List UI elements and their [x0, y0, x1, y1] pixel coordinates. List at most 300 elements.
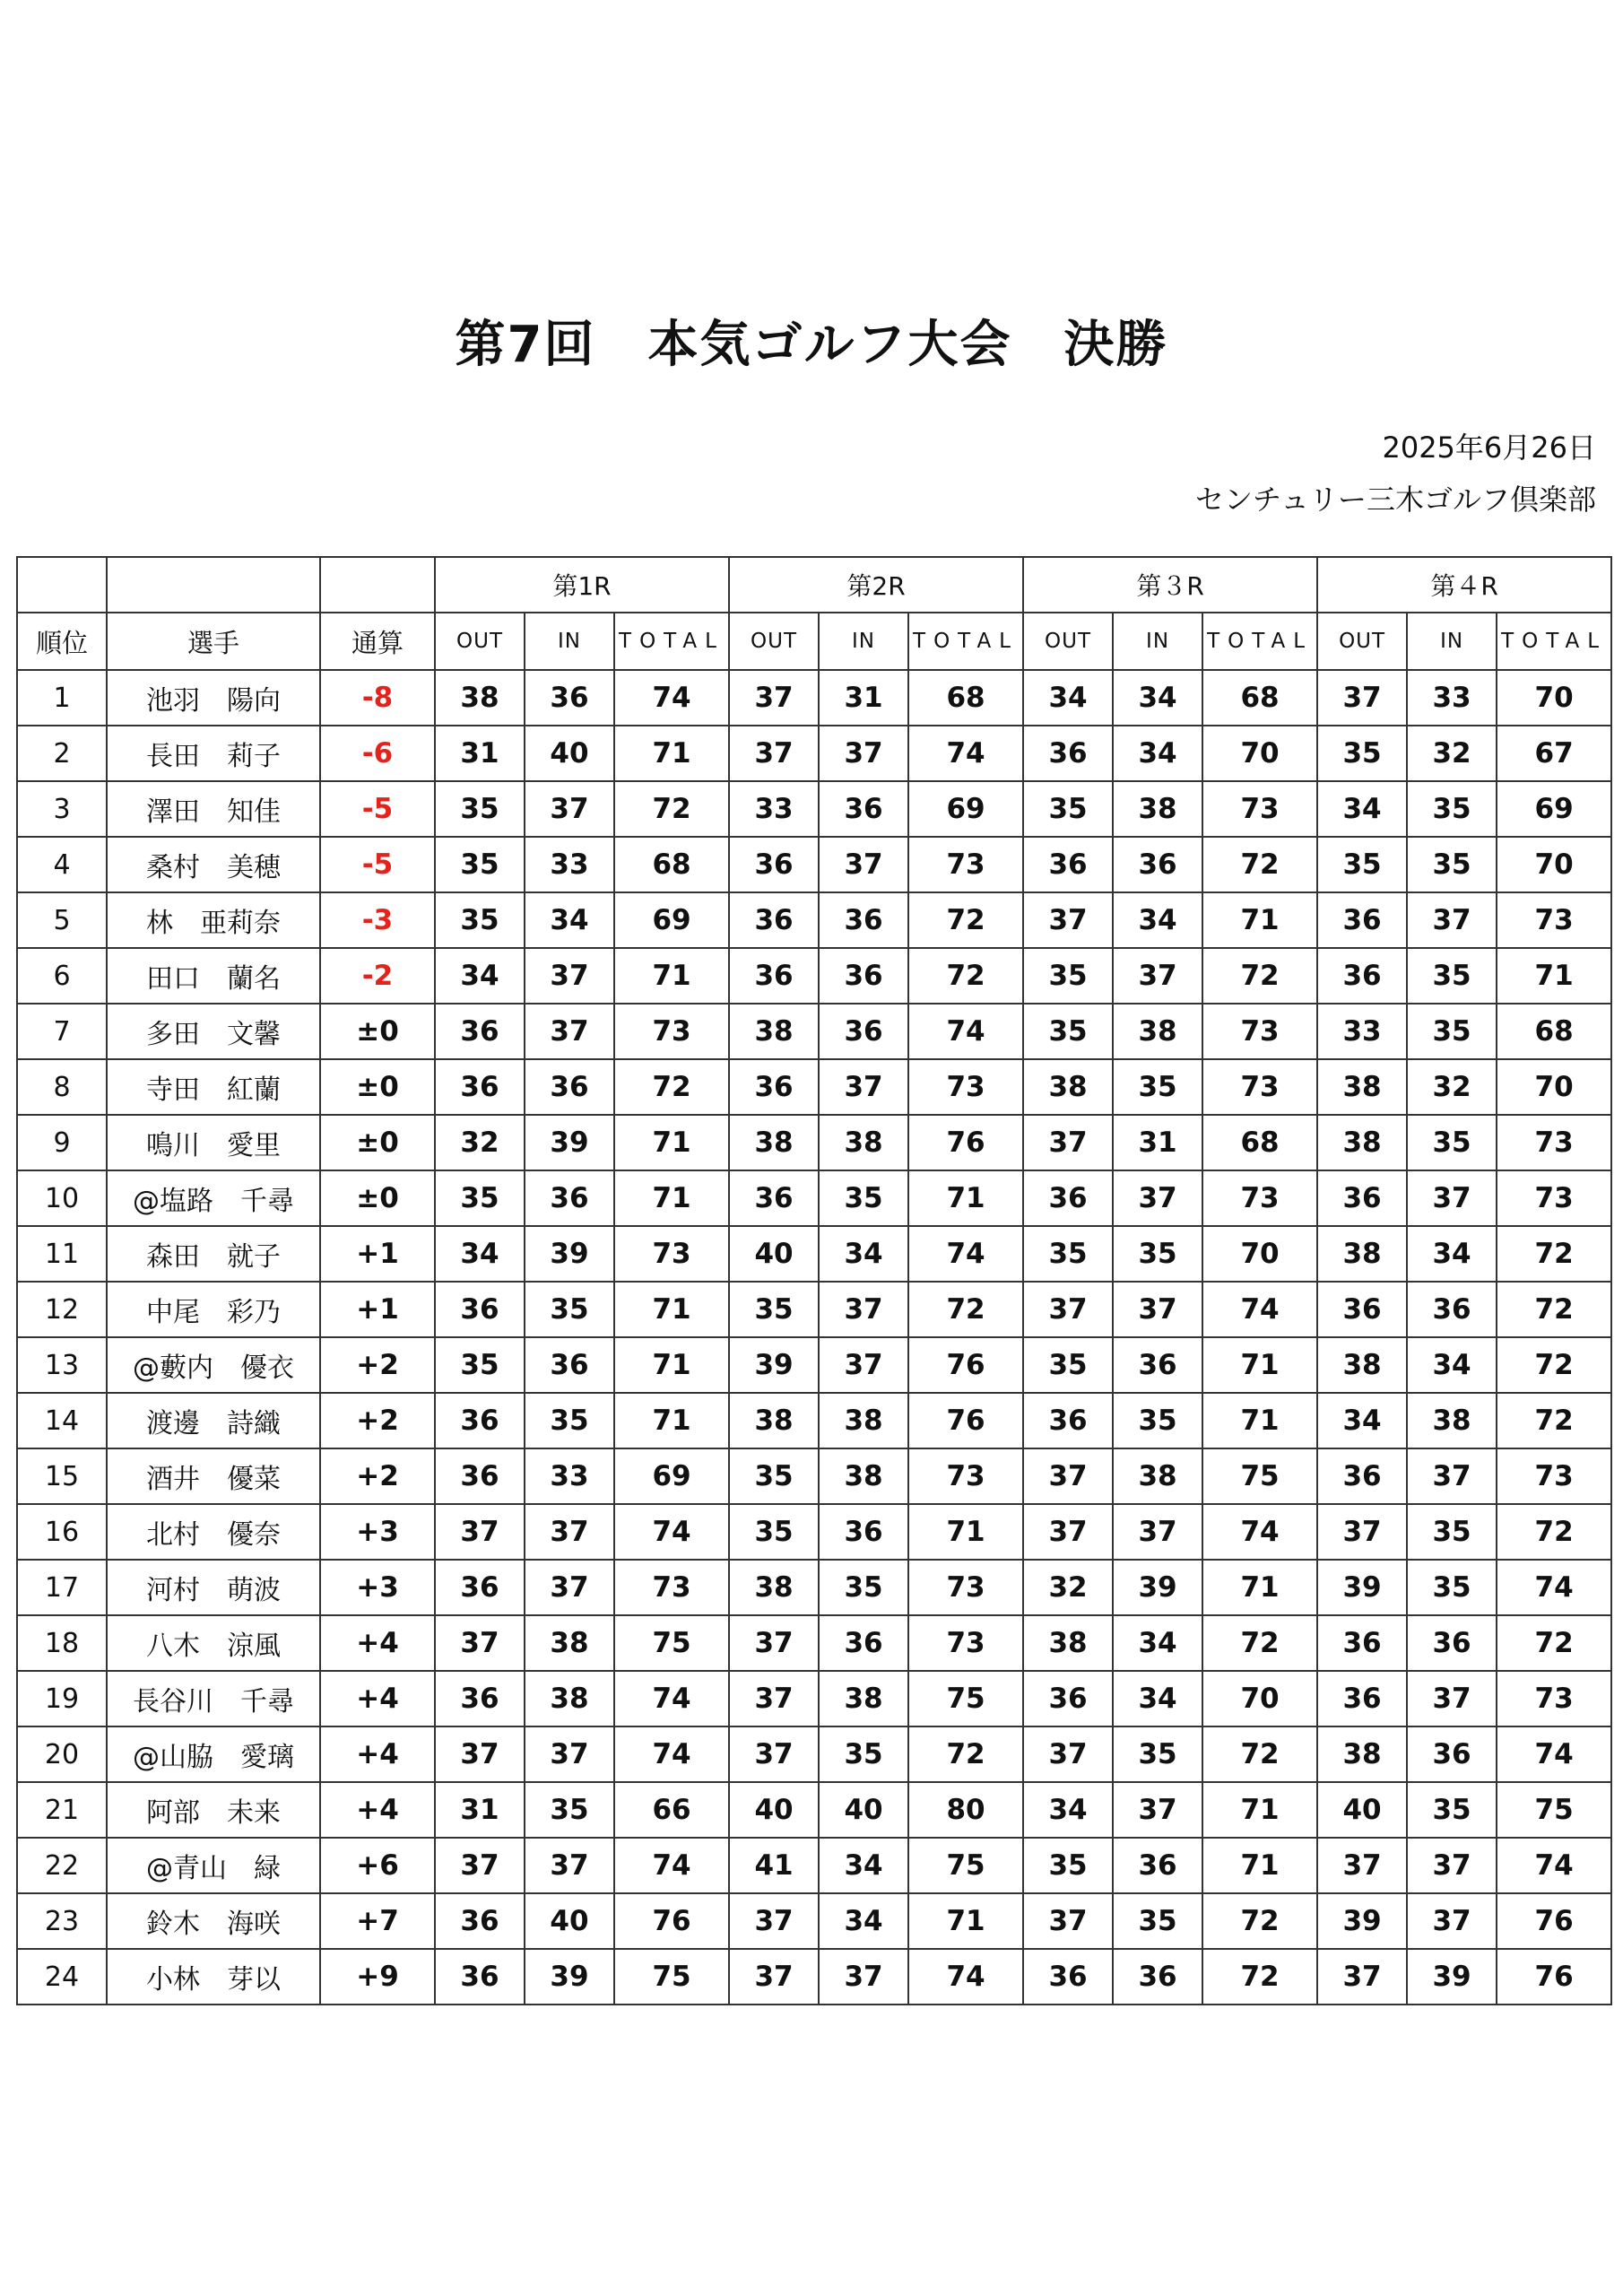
- round-total-cell: 73: [1497, 1671, 1611, 1726]
- out-score-cell: 35: [1023, 781, 1113, 837]
- in-score-cell: 35: [525, 1782, 614, 1838]
- in-header: IN: [525, 613, 614, 670]
- round-total-cell: 73: [1497, 892, 1611, 948]
- round-total-cell: 71: [614, 726, 729, 781]
- round-total-cell: 73: [1497, 1115, 1611, 1170]
- out-score-cell: 37: [1317, 1949, 1407, 2005]
- in-score-cell: 37: [525, 1504, 614, 1560]
- in-score-cell: 37: [819, 1949, 908, 2005]
- round-total-cell: 73: [1497, 1170, 1611, 1226]
- round-total-cell: 71: [1202, 1337, 1317, 1393]
- in-score-cell: 35: [525, 1282, 614, 1337]
- out-score-cell: 40: [729, 1782, 819, 1838]
- page-title: 第7回 本気ゴルフ大会 決勝: [455, 316, 1168, 374]
- in-score-cell: 37: [525, 1004, 614, 1059]
- table-row: [17, 1838, 1611, 1893]
- out-score-cell: 34: [1317, 1393, 1407, 1448]
- rank-cell: 24: [17, 1949, 107, 2005]
- in-score-cell: 37: [819, 837, 908, 892]
- round-total-cell: 68: [1497, 1004, 1611, 1059]
- out-score-cell: 38: [1317, 1115, 1407, 1170]
- total-score-cell: +3: [320, 1504, 435, 1560]
- rank-cell: 15: [17, 1448, 107, 1504]
- table-row: [17, 726, 1611, 781]
- player-name-cell: 八木 涼風: [107, 1615, 320, 1671]
- in-score-cell: 35: [1113, 1726, 1202, 1782]
- in-score-cell: 35: [1407, 948, 1497, 1004]
- out-score-cell: 36: [1317, 892, 1407, 948]
- round-total-cell: 73: [908, 837, 1023, 892]
- in-score-cell: 37: [525, 1838, 614, 1893]
- table-row: [17, 1115, 1611, 1170]
- rank-header: 順位: [17, 613, 107, 670]
- in-score-cell: 37: [1113, 1504, 1202, 1560]
- rank-cell: 13: [17, 1337, 107, 1393]
- table-row: [17, 1337, 1611, 1393]
- in-score-cell: 39: [525, 1949, 614, 2005]
- out-score-cell: 37: [1317, 670, 1407, 726]
- in-score-cell: 38: [1113, 1004, 1202, 1059]
- out-score-cell: 35: [1023, 1004, 1113, 1059]
- round-total-cell: 69: [614, 892, 729, 948]
- out-score-cell: 35: [729, 1504, 819, 1560]
- rank-cell: 10: [17, 1170, 107, 1226]
- round-total-header: TOTAL: [1497, 613, 1611, 670]
- out-score-cell: 35: [729, 1282, 819, 1337]
- round-total-cell: 75: [908, 1838, 1023, 1893]
- out-score-cell: 37: [1023, 892, 1113, 948]
- results-body: [17, 670, 1611, 2005]
- in-score-cell: 39: [1113, 1560, 1202, 1615]
- total-score-cell: +9: [320, 1949, 435, 2005]
- out-score-cell: 38: [1317, 1726, 1407, 1782]
- total-score-cell: +2: [320, 1393, 435, 1448]
- table-row: [17, 1615, 1611, 1671]
- in-score-cell: 37: [1407, 1671, 1497, 1726]
- round-total-cell: 72: [1202, 948, 1317, 1004]
- out-header: OUT: [1023, 613, 1113, 670]
- round-total-cell: 72: [1497, 1226, 1611, 1282]
- out-score-cell: 38: [729, 1115, 819, 1170]
- out-score-cell: 37: [1023, 1893, 1113, 1949]
- round-total-cell: 71: [614, 1337, 729, 1393]
- out-score-cell: 36: [1317, 1170, 1407, 1226]
- player-name-cell: 多田 文馨: [107, 1004, 320, 1059]
- total-score-cell: +2: [320, 1337, 435, 1393]
- in-score-cell: 37: [1407, 1170, 1497, 1226]
- in-score-cell: 34: [1113, 1615, 1202, 1671]
- round-total-cell: 69: [1497, 781, 1611, 837]
- player-name-cell: 鈴木 海咲: [107, 1893, 320, 1949]
- in-score-cell: 37: [525, 948, 614, 1004]
- round-total-cell: 71: [1202, 1782, 1317, 1838]
- in-score-cell: 40: [819, 1782, 908, 1838]
- in-score-cell: 36: [819, 781, 908, 837]
- round-total-cell: 68: [614, 837, 729, 892]
- round-total-cell: 71: [908, 1170, 1023, 1226]
- round-total-cell: 72: [614, 781, 729, 837]
- in-score-cell: 34: [1407, 1226, 1497, 1282]
- out-score-cell: 36: [435, 1560, 525, 1615]
- out-score-cell: 35: [1023, 948, 1113, 1004]
- round-header-row: [17, 557, 1611, 613]
- round-total-cell: 74: [614, 1726, 729, 1782]
- blank-header-cell: [107, 557, 320, 613]
- out-score-cell: 36: [1023, 837, 1113, 892]
- player-name-cell: 池羽 陽向: [107, 670, 320, 726]
- rank-cell: 11: [17, 1226, 107, 1282]
- total-score-cell: -5: [320, 837, 435, 892]
- round-total-cell: 73: [1202, 1004, 1317, 1059]
- in-score-cell: 36: [525, 1059, 614, 1115]
- table-row: [17, 1448, 1611, 1504]
- round-total-cell: 73: [614, 1004, 729, 1059]
- rank-cell: 6: [17, 948, 107, 1004]
- round-total-cell: 73: [908, 1615, 1023, 1671]
- in-score-cell: 36: [1113, 1337, 1202, 1393]
- out-header: OUT: [1317, 613, 1407, 670]
- round-total-cell: 68: [908, 670, 1023, 726]
- round-total-cell: 69: [614, 1448, 729, 1504]
- in-score-cell: 32: [1407, 1059, 1497, 1115]
- rank-cell: 20: [17, 1726, 107, 1782]
- table-row: [17, 1782, 1611, 1838]
- round-total-cell: 72: [1202, 1726, 1317, 1782]
- out-score-cell: 35: [435, 781, 525, 837]
- in-score-cell: 37: [1407, 892, 1497, 948]
- out-score-cell: 40: [729, 1226, 819, 1282]
- out-score-cell: 31: [435, 726, 525, 781]
- round-total-cell: 73: [1202, 1059, 1317, 1115]
- round-total-header: TOTAL: [614, 613, 729, 670]
- table-row: [17, 1282, 1611, 1337]
- out-score-cell: 36: [1023, 1170, 1113, 1226]
- in-score-cell: 36: [819, 1504, 908, 1560]
- round-total-header: TOTAL: [908, 613, 1023, 670]
- in-score-cell: 35: [1113, 1059, 1202, 1115]
- out-score-cell: 36: [1317, 1282, 1407, 1337]
- in-score-cell: 36: [1113, 1949, 1202, 2005]
- round-total-cell: 80: [908, 1782, 1023, 1838]
- player-name-cell: 澤田 知佳: [107, 781, 320, 837]
- in-score-cell: 39: [525, 1115, 614, 1170]
- round-total-cell: 76: [1497, 1893, 1611, 1949]
- rank-cell: 19: [17, 1671, 107, 1726]
- rank-cell: 17: [17, 1560, 107, 1615]
- out-score-cell: 36: [729, 837, 819, 892]
- in-score-cell: 37: [525, 1560, 614, 1615]
- rank-cell: 21: [17, 1782, 107, 1838]
- rank-cell: 23: [17, 1893, 107, 1949]
- round-total-cell: 72: [1497, 1393, 1611, 1448]
- total-score-cell: ±0: [320, 1115, 435, 1170]
- out-score-cell: 34: [1317, 781, 1407, 837]
- in-score-cell: 37: [819, 1059, 908, 1115]
- table-row: [17, 1560, 1611, 1615]
- in-score-cell: 35: [819, 1726, 908, 1782]
- in-score-cell: 34: [819, 1838, 908, 1893]
- player-name-cell: 阿部 未来: [107, 1782, 320, 1838]
- in-score-cell: 38: [525, 1615, 614, 1671]
- out-score-cell: 35: [1317, 837, 1407, 892]
- table-row: [17, 1671, 1611, 1726]
- round-header: 第1R: [435, 557, 729, 613]
- round-total-cell: 68: [1202, 670, 1317, 726]
- in-score-cell: 34: [819, 1893, 908, 1949]
- blank-header-cell: [17, 557, 107, 613]
- round-total-cell: 75: [614, 1949, 729, 2005]
- out-score-cell: 35: [1023, 1838, 1113, 1893]
- in-score-cell: 35: [1113, 1393, 1202, 1448]
- out-score-cell: 35: [435, 1337, 525, 1393]
- player-name-cell: @藪内 優衣: [107, 1337, 320, 1393]
- out-score-cell: 37: [729, 670, 819, 726]
- out-score-cell: 38: [435, 670, 525, 726]
- in-score-cell: 36: [819, 1615, 908, 1671]
- out-score-cell: 35: [1317, 726, 1407, 781]
- in-score-cell: 35: [1113, 1226, 1202, 1282]
- out-score-cell: 38: [1317, 1337, 1407, 1393]
- out-score-cell: 36: [1023, 1949, 1113, 2005]
- round-total-cell: 75: [1497, 1782, 1611, 1838]
- total-score-cell: -2: [320, 948, 435, 1004]
- out-score-cell: 36: [435, 1059, 525, 1115]
- player-name-cell: @塩路 千尋: [107, 1170, 320, 1226]
- player-name-cell: 小林 芽以: [107, 1949, 320, 2005]
- in-score-cell: 38: [1113, 781, 1202, 837]
- rank-cell: 14: [17, 1393, 107, 1448]
- in-score-cell: 38: [819, 1671, 908, 1726]
- player-name-cell: 森田 就子: [107, 1226, 320, 1282]
- out-score-cell: 35: [729, 1448, 819, 1504]
- table-row: [17, 670, 1611, 726]
- out-score-cell: 34: [435, 1226, 525, 1282]
- out-score-cell: 38: [1317, 1226, 1407, 1282]
- total-score-cell: +4: [320, 1782, 435, 1838]
- round-total-cell: 70: [1497, 837, 1611, 892]
- in-score-cell: 39: [1407, 1949, 1497, 2005]
- round-total-cell: 74: [614, 670, 729, 726]
- in-score-cell: 37: [525, 781, 614, 837]
- round-total-cell: 75: [614, 1615, 729, 1671]
- round-total-cell: 74: [1202, 1282, 1317, 1337]
- out-score-cell: 37: [1317, 1838, 1407, 1893]
- round-total-cell: 71: [614, 948, 729, 1004]
- out-score-cell: 37: [729, 726, 819, 781]
- in-score-cell: 35: [1407, 1115, 1497, 1170]
- out-score-cell: 36: [1317, 1615, 1407, 1671]
- in-score-cell: 34: [1113, 726, 1202, 781]
- round-total-cell: 74: [614, 1838, 729, 1893]
- in-header: IN: [819, 613, 908, 670]
- in-score-cell: 37: [1407, 1838, 1497, 1893]
- in-score-cell: 35: [1407, 1504, 1497, 1560]
- round-total-cell: 73: [1497, 1448, 1611, 1504]
- in-score-cell: 37: [1113, 948, 1202, 1004]
- player-name-cell: 田口 蘭名: [107, 948, 320, 1004]
- blank-header-cell: [320, 557, 435, 613]
- table-row: [17, 1893, 1611, 1949]
- out-score-cell: 37: [1023, 1282, 1113, 1337]
- player-header: 選手: [107, 613, 320, 670]
- in-score-cell: 35: [819, 1560, 908, 1615]
- in-score-cell: 33: [1407, 670, 1497, 726]
- total-score-cell: +4: [320, 1671, 435, 1726]
- in-score-cell: 40: [525, 726, 614, 781]
- rank-cell: 22: [17, 1838, 107, 1893]
- in-score-cell: 36: [819, 892, 908, 948]
- round-total-cell: 73: [908, 1059, 1023, 1115]
- total-score-cell: ±0: [320, 1059, 435, 1115]
- round-total-cell: 73: [908, 1448, 1023, 1504]
- out-score-cell: 37: [1023, 1726, 1113, 1782]
- round-total-cell: 71: [908, 1893, 1023, 1949]
- round-total-cell: 75: [1202, 1448, 1317, 1504]
- rank-cell: 16: [17, 1504, 107, 1560]
- in-score-cell: 38: [819, 1393, 908, 1448]
- round-total-cell: 72: [1202, 1949, 1317, 2005]
- out-score-cell: 38: [729, 1393, 819, 1448]
- round-total-cell: 75: [908, 1671, 1023, 1726]
- out-score-cell: 37: [435, 1838, 525, 1893]
- round-total-cell: 72: [908, 948, 1023, 1004]
- round-total-cell: 73: [614, 1226, 729, 1282]
- in-score-cell: 36: [1407, 1282, 1497, 1337]
- out-score-cell: 38: [1023, 1615, 1113, 1671]
- player-name-cell: 北村 優奈: [107, 1504, 320, 1560]
- in-score-cell: 37: [1113, 1782, 1202, 1838]
- round-total-cell: 76: [908, 1337, 1023, 1393]
- round-total-cell: 71: [1202, 1393, 1317, 1448]
- out-score-cell: 36: [729, 892, 819, 948]
- round-total-cell: 72: [614, 1059, 729, 1115]
- table-row: [17, 892, 1611, 948]
- out-score-cell: 33: [1317, 1004, 1407, 1059]
- out-score-cell: 37: [1023, 1448, 1113, 1504]
- round-total-cell: 74: [614, 1671, 729, 1726]
- total-score-cell: +6: [320, 1838, 435, 1893]
- round-total-cell: 72: [1202, 1893, 1317, 1949]
- out-score-cell: 37: [1023, 1504, 1113, 1560]
- player-name-cell: 長田 莉子: [107, 726, 320, 781]
- in-score-cell: 34: [1113, 670, 1202, 726]
- total-score-cell: +1: [320, 1282, 435, 1337]
- in-header: IN: [1407, 613, 1497, 670]
- in-score-cell: 34: [819, 1226, 908, 1282]
- in-score-cell: 35: [1407, 1560, 1497, 1615]
- rank-cell: 3: [17, 781, 107, 837]
- in-score-cell: 38: [1407, 1393, 1497, 1448]
- in-score-cell: 37: [819, 726, 908, 781]
- out-score-cell: 32: [435, 1115, 525, 1170]
- in-score-cell: 33: [525, 837, 614, 892]
- in-score-cell: 35: [1407, 837, 1497, 892]
- in-score-cell: 37: [1113, 1282, 1202, 1337]
- total-score-cell: -8: [320, 670, 435, 726]
- total-score-cell: ±0: [320, 1004, 435, 1059]
- table-row: [17, 781, 1611, 837]
- in-score-cell: 37: [819, 1282, 908, 1337]
- round-total-cell: 71: [614, 1115, 729, 1170]
- in-score-cell: 36: [525, 670, 614, 726]
- out-score-cell: 34: [1023, 670, 1113, 726]
- in-score-cell: 37: [1113, 1170, 1202, 1226]
- round-total-cell: 72: [1202, 1615, 1317, 1671]
- player-name-cell: 寺田 紅蘭: [107, 1059, 320, 1115]
- out-header: OUT: [729, 613, 819, 670]
- out-score-cell: 36: [1317, 1448, 1407, 1504]
- in-score-cell: 37: [1407, 1893, 1497, 1949]
- out-header: OUT: [435, 613, 525, 670]
- player-name-cell: 中尾 彩乃: [107, 1282, 320, 1337]
- in-score-cell: 36: [819, 948, 908, 1004]
- round-total-cell: 72: [1497, 1504, 1611, 1560]
- out-score-cell: 37: [729, 1949, 819, 2005]
- in-score-cell: 36: [1113, 1838, 1202, 1893]
- in-score-cell: 37: [525, 1726, 614, 1782]
- round-total-cell: 71: [614, 1282, 729, 1337]
- table-row: [17, 1226, 1611, 1282]
- round-total-cell: 71: [908, 1504, 1023, 1560]
- out-score-cell: 36: [1317, 948, 1407, 1004]
- round-total-cell: 71: [1202, 892, 1317, 948]
- total-score-header: 通算: [320, 613, 435, 670]
- out-score-cell: 39: [1317, 1893, 1407, 1949]
- total-score-cell: +4: [320, 1615, 435, 1671]
- in-score-cell: 35: [1407, 1782, 1497, 1838]
- out-score-cell: 37: [729, 1893, 819, 1949]
- out-score-cell: 37: [1023, 1115, 1113, 1170]
- in-score-cell: 36: [1407, 1726, 1497, 1782]
- column-header-row: [17, 613, 1611, 670]
- round-total-cell: 76: [908, 1115, 1023, 1170]
- out-score-cell: 39: [1317, 1560, 1407, 1615]
- out-score-cell: 36: [729, 1059, 819, 1115]
- out-score-cell: 38: [1023, 1059, 1113, 1115]
- table-row: [17, 1059, 1611, 1115]
- round-total-header: TOTAL: [1202, 613, 1317, 670]
- rank-cell: 7: [17, 1004, 107, 1059]
- in-score-cell: 36: [1407, 1615, 1497, 1671]
- total-score-cell: +4: [320, 1726, 435, 1782]
- in-score-cell: 38: [819, 1448, 908, 1504]
- in-score-cell: 37: [1407, 1448, 1497, 1504]
- rank-cell: 1: [17, 670, 107, 726]
- in-score-cell: 34: [525, 892, 614, 948]
- rank-cell: 2: [17, 726, 107, 781]
- out-score-cell: 36: [435, 1671, 525, 1726]
- rank-cell: 12: [17, 1282, 107, 1337]
- in-score-cell: 36: [819, 1004, 908, 1059]
- round-header: 第2R: [729, 557, 1023, 613]
- table-row: [17, 1504, 1611, 1560]
- round-header: 第４R: [1317, 557, 1611, 613]
- round-total-cell: 74: [614, 1504, 729, 1560]
- out-score-cell: 36: [435, 1393, 525, 1448]
- round-total-cell: 74: [1497, 1560, 1611, 1615]
- venue-name: センチュリー三木ゴルフ倶楽部: [1194, 483, 1596, 517]
- rank-cell: 18: [17, 1615, 107, 1671]
- out-score-cell: 37: [1317, 1504, 1407, 1560]
- in-score-cell: 35: [1407, 1004, 1497, 1059]
- rank-cell: 5: [17, 892, 107, 948]
- round-total-cell: 69: [908, 781, 1023, 837]
- round-total-cell: 71: [1202, 1560, 1317, 1615]
- player-name-cell: 河村 萌波: [107, 1560, 320, 1615]
- out-score-cell: 35: [435, 837, 525, 892]
- round-total-cell: 70: [1497, 670, 1611, 726]
- out-score-cell: 31: [435, 1782, 525, 1838]
